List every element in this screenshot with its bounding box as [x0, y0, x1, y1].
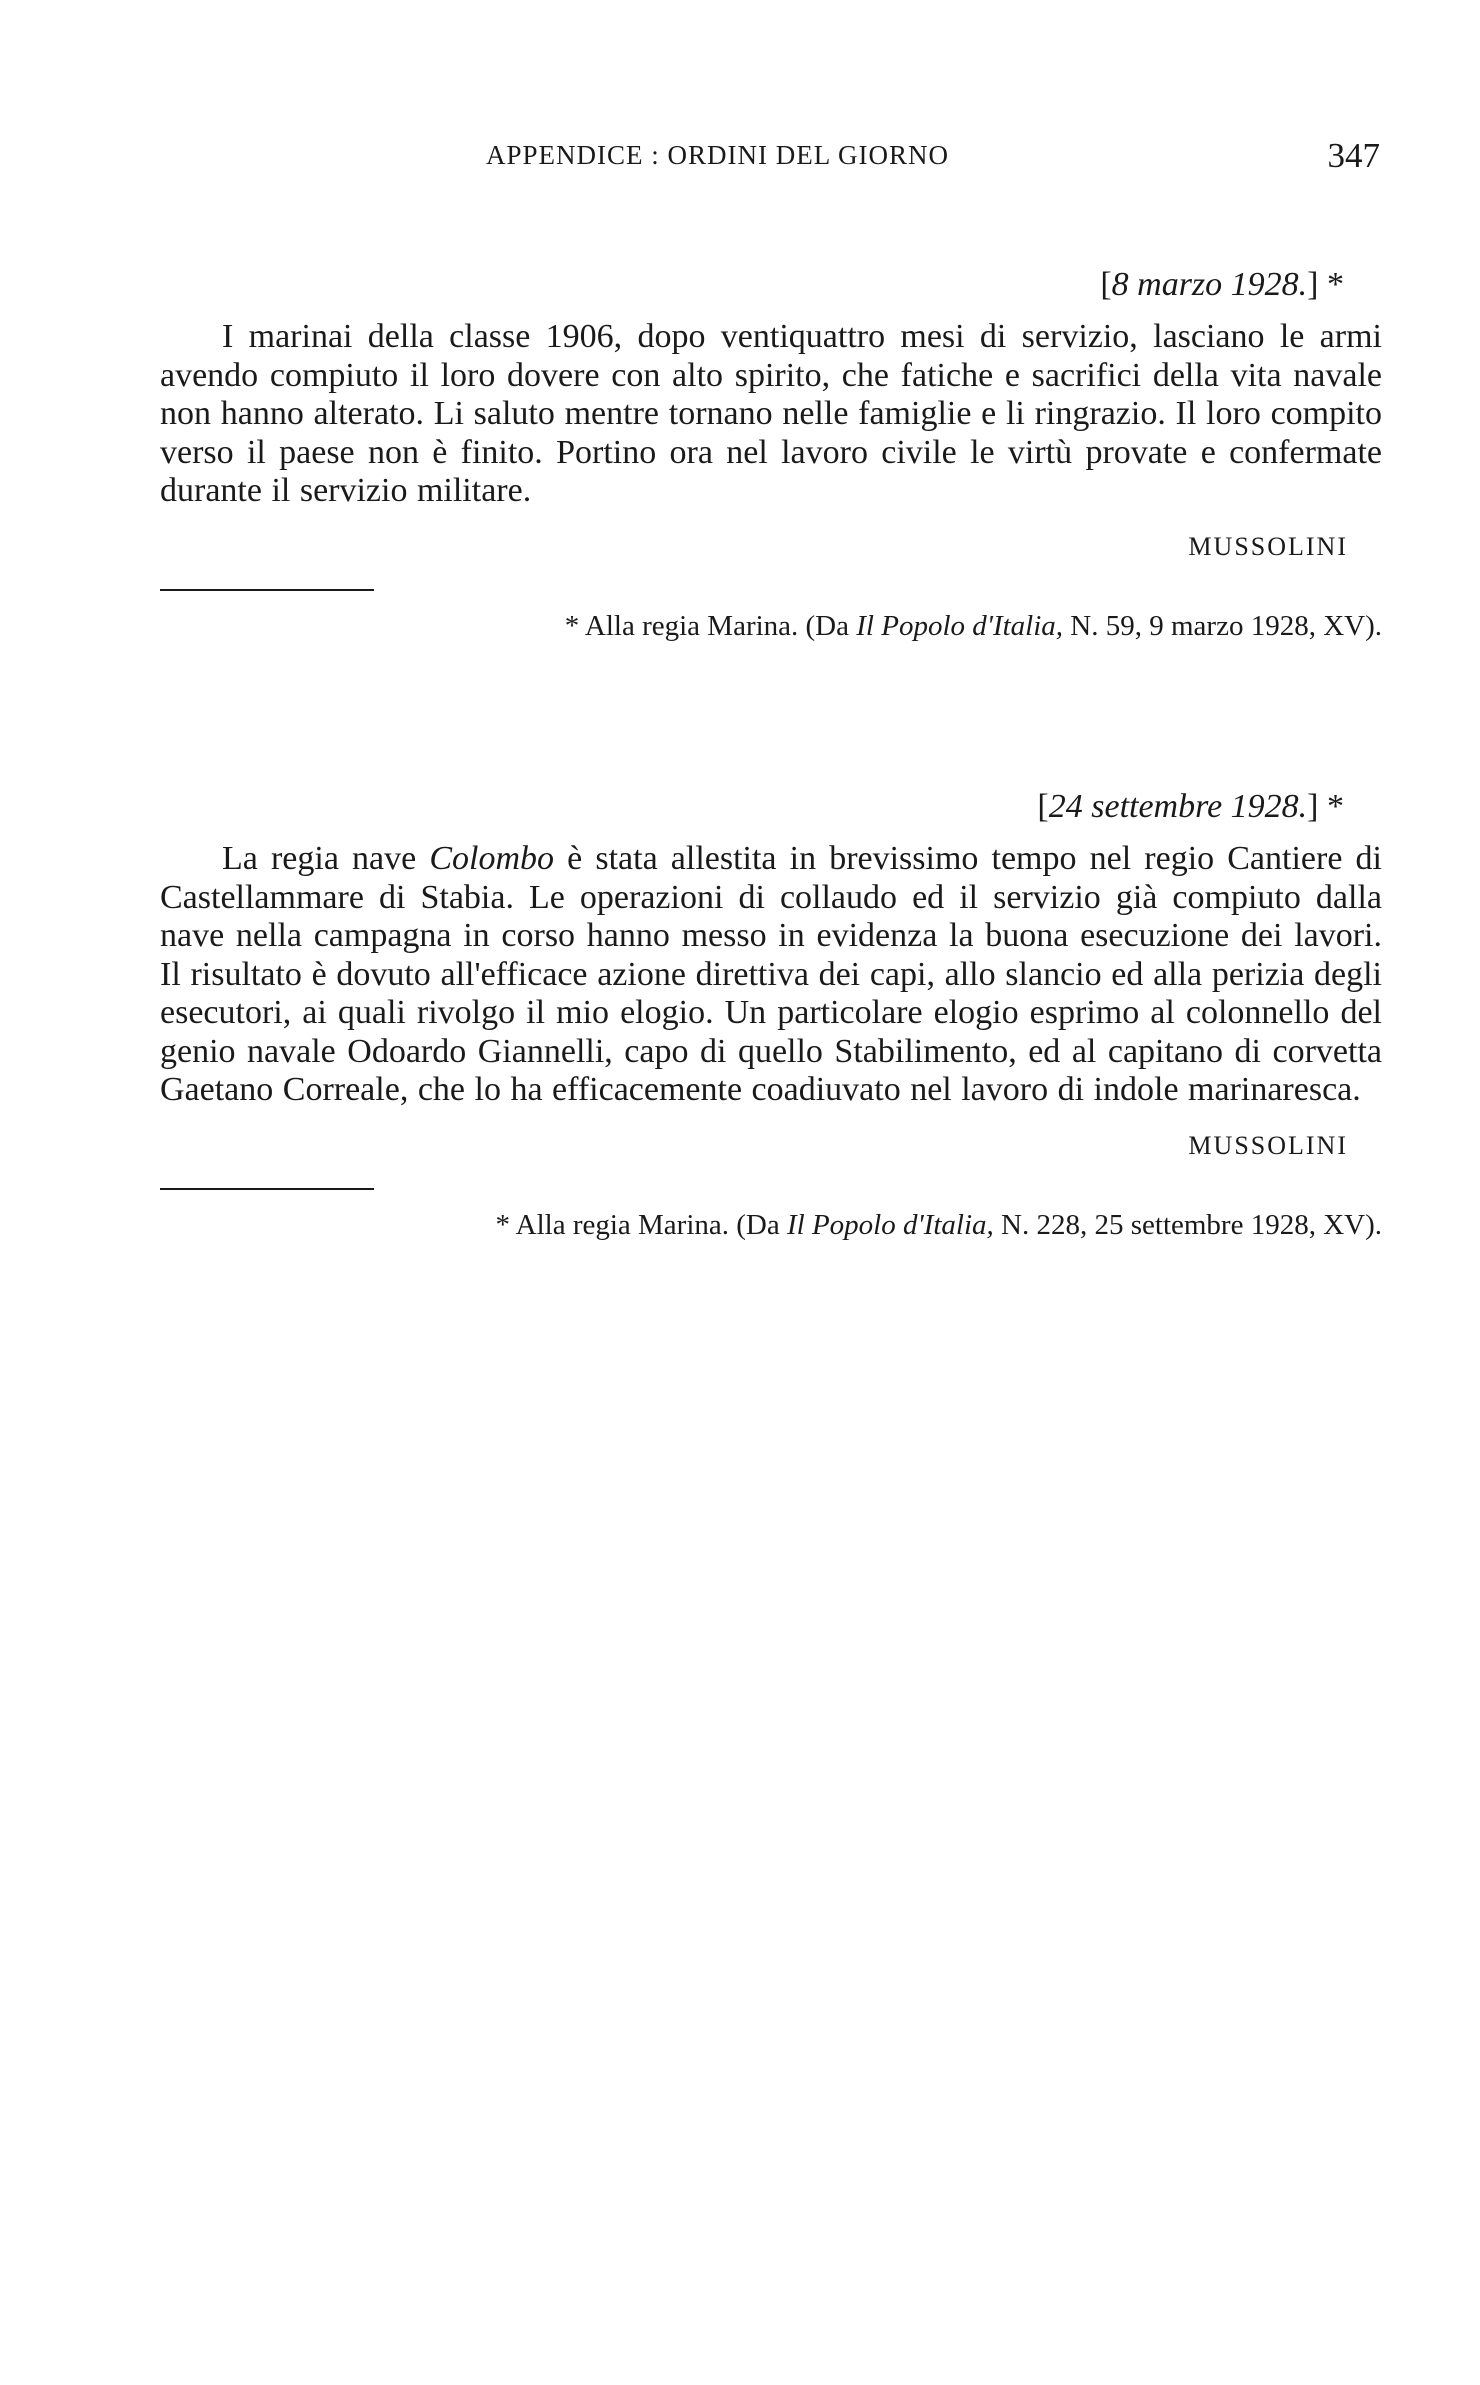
- signature: MUSSOLINI: [1188, 531, 1348, 561]
- paragraph-text-rest: è stata allestita in brevissimo tempo nel regio Cantiere di Castellammare di Stabia. Le operazioni di collaudo ed il servizio già compiuto dalla nave nella campagna in corso hanno messo in evidenza la buona esecuzione dei lavori. Il risultato è dovuto all'efficace azione direttiva dei capi, allo slancio ed alla perizia degli esecutori, ai quali rivolgo il mio elogio. Un particolare elogio esprimo al colonnello del genio navale Odoardo Giannelli, capo di quello Stabilimento, ed al capitano di corvetta Gaetano Correale, che lo ha efficacemente coadiuvato nel lavoro di indole marinaresca.: [160, 840, 1382, 1108]
- footnote-divider: [160, 1188, 374, 1190]
- page-number: 347: [1327, 136, 1380, 175]
- footnote-divider: [160, 589, 374, 591]
- ship-name: Colombo: [429, 840, 555, 877]
- body-paragraph: [160, 840, 1382, 1110]
- body-paragraph: [160, 318, 1382, 511]
- date-text: 8 marzo 1928.: [1111, 266, 1308, 303]
- signature: MUSSOLINI: [1188, 1130, 1348, 1160]
- order-of-the-day-2: [160, 780, 1382, 1244]
- footnote-prefix: * Alla regia Marina. (Da: [495, 1208, 787, 1241]
- date-bracket-close: ] *: [1307, 266, 1344, 303]
- date-heading: [160, 258, 1382, 312]
- paragraph-text-start: La regia nave: [222, 840, 430, 877]
- running-title: APPENDICE : ORDINI DEL GIORNO: [486, 140, 949, 170]
- date-heading: [160, 780, 1382, 834]
- date-bracket-open: [: [1037, 788, 1049, 825]
- order-of-the-day-1: [160, 258, 1382, 645]
- footnote-source-title: Il Popolo d'Italia,: [856, 609, 1064, 642]
- running-head: [160, 136, 1380, 186]
- footnote-suffix: N. 228, 25 settembre 1928, XV).: [993, 1208, 1382, 1241]
- footnote-prefix: * Alla regia Marina. (Da: [564, 609, 857, 642]
- date-bracket-close: ] *: [1307, 788, 1344, 825]
- paragraph-text: I marinai della classe 1906, dopo ventiquattro mesi di servizio, lasciano le armi avendo compiuto il loro dovere con alto spirito, che fatiche e sacrifici della vita navale non hanno alterato. Li saluto mentre tornano nelle famiglie e li ringrazio. Il loro compito verso il paese non è finito. Portino ora nel lavoro civile le virtù provate e confermate durante il servizio militare.: [160, 318, 1382, 509]
- date-bracket-open: [: [1100, 266, 1112, 303]
- footnote: [160, 1206, 1382, 1244]
- footnote: [160, 607, 1382, 645]
- footnote-source-title: Il Popolo d'Italia,: [787, 1208, 994, 1241]
- date-text: 24 settembre 1928.: [1048, 788, 1308, 825]
- footnote-suffix: N. 59, 9 marzo 1928, XV).: [1063, 609, 1382, 642]
